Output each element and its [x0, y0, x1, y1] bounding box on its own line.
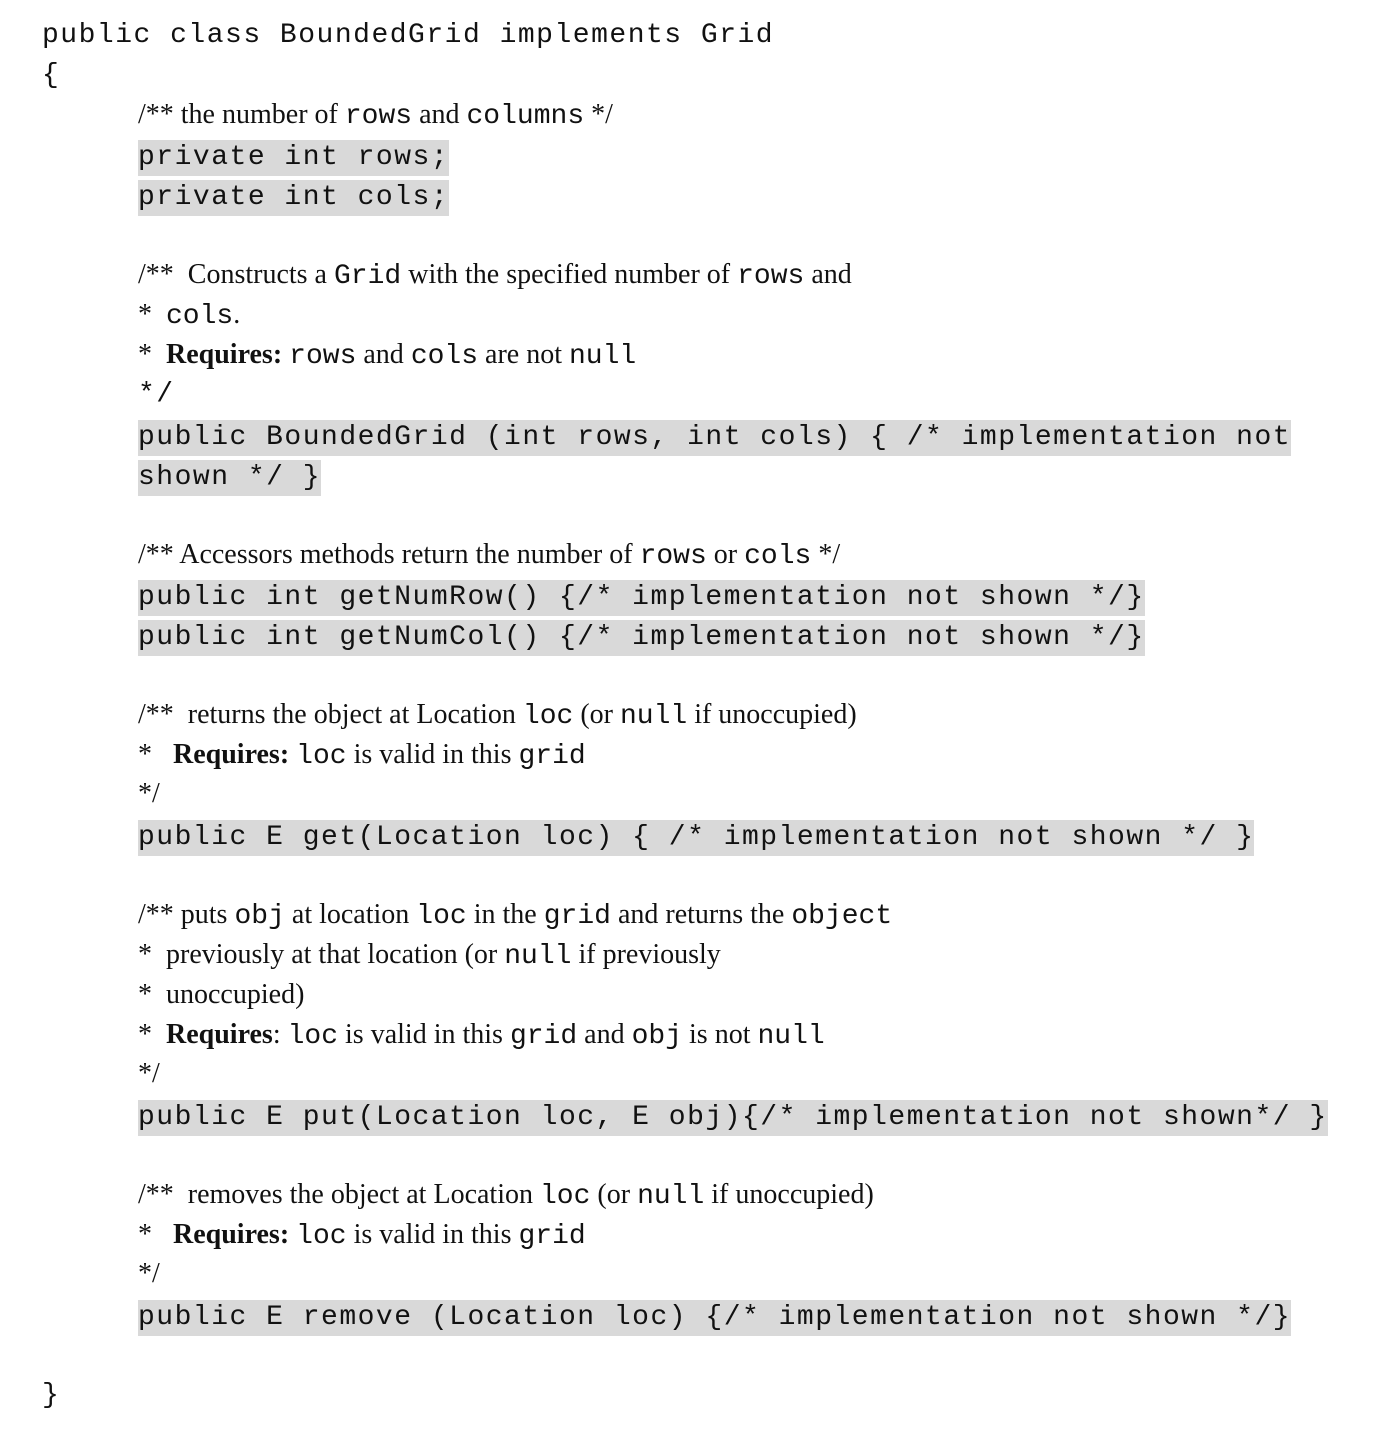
get-signature: public E get(Location loc) { /* implementation not shown */ }: [138, 820, 1254, 856]
doc-text: is not: [682, 1019, 758, 1050]
doc-text: /** puts: [138, 899, 235, 930]
get-num-col-line: [138, 616, 1145, 656]
put-doc-line-1: [138, 895, 892, 935]
code-null: null: [569, 341, 637, 372]
cols-field-declaration: private int cols;: [138, 180, 449, 216]
doc-text: /** removes the object at Location: [138, 1179, 540, 1210]
rows-field-declaration: private int rows;: [138, 140, 449, 176]
constructor-signature-line-1: [138, 416, 1291, 456]
doc-text: and: [356, 339, 411, 370]
constructor-doc-close: */: [138, 379, 175, 410]
doc-text: is valid in this: [346, 739, 519, 770]
constructor-doc-line-1: [138, 255, 852, 295]
doc-text: with the specified number of: [401, 259, 738, 290]
code-obj: obj: [631, 1021, 683, 1052]
code-obj: obj: [234, 901, 285, 932]
put-signature: public E put(Location loc, E obj){/* implementation not shown*/ }: [138, 1100, 1328, 1136]
code-null: null: [619, 701, 688, 732]
cols-field-line: [138, 176, 449, 216]
doc-text: if unoccupied): [704, 1179, 874, 1210]
remove-signature: public E remove (Location loc) {/* implementation not shown */}: [138, 1300, 1291, 1336]
doc-text: /** Accessors methods return the number of: [138, 539, 640, 570]
comment-star: *: [138, 1219, 173, 1250]
doc-text: */: [584, 99, 613, 130]
get-doc-close: */: [138, 778, 160, 809]
rows-field-line: [138, 136, 449, 176]
constructor-doc-line-2: [138, 295, 240, 335]
code-cols: cols: [410, 341, 479, 372]
get-num-row-signature: public int getNumRow() {/* implementation not shown */}: [138, 580, 1145, 616]
doc-text: /** returns the object at Location: [138, 699, 523, 730]
get-num-row-line: [138, 576, 1145, 616]
get-num-col-signature: public int getNumCol() {/* implementation not shown */}: [138, 620, 1145, 656]
code-null: null: [504, 941, 572, 972]
code-loc: loc: [416, 901, 467, 932]
comment-star: *: [138, 939, 166, 970]
code-columns: columns: [466, 101, 585, 132]
put-doc-line-3: [138, 975, 304, 1015]
requires-label: Requires: [166, 1019, 273, 1050]
comment-star: *: [138, 339, 166, 370]
comment-star: *: [138, 979, 166, 1010]
doc-text: and: [577, 1019, 632, 1050]
doc-text: if unoccupied): [687, 699, 857, 730]
doc-text: at location: [284, 899, 417, 930]
comment-star: *: [138, 299, 166, 330]
constructor-signature-line-2: [138, 456, 321, 496]
doc-text: are not: [478, 339, 569, 370]
doc-text: and: [804, 259, 852, 290]
remove-doc-line-1: [138, 1175, 874, 1215]
open-brace: {: [42, 60, 61, 91]
code-rows: rows: [737, 261, 805, 292]
doc-text: unoccupied): [166, 979, 305, 1010]
remove-doc-close: */: [138, 1258, 160, 1289]
doc-text: if previously: [571, 939, 721, 970]
code-loc: loc: [522, 701, 574, 732]
code-null: null: [637, 1181, 705, 1212]
code-cols: cols: [166, 301, 234, 332]
doc-text: and: [412, 99, 467, 130]
code-loc: loc: [296, 1221, 347, 1252]
comment-star: *: [138, 1019, 166, 1050]
fields-doc-comment: [138, 95, 613, 135]
code-loc: loc: [296, 741, 347, 772]
requires-label: Requires:: [173, 739, 290, 770]
get-signature-line: [138, 816, 1254, 856]
code-rows: rows: [344, 101, 413, 132]
close-brace: }: [42, 1380, 61, 1411]
constructor-doc-line-3: [138, 335, 636, 375]
code-cols: cols: [744, 541, 812, 572]
requires-label: Requires:: [166, 339, 283, 370]
doc-text: is valid in this: [346, 1219, 519, 1250]
code-grid: grid: [518, 1221, 586, 1252]
put-doc-line-4: [138, 1015, 825, 1055]
doc-text: :: [272, 1019, 288, 1050]
code-grid: grid: [518, 741, 586, 772]
code-null: null: [757, 1021, 825, 1052]
requires-label: Requires:: [173, 1219, 290, 1250]
code-grid: Grid: [334, 261, 402, 292]
put-signature-line: [138, 1096, 1328, 1136]
remove-doc-line-2: [138, 1215, 586, 1255]
accessors-doc-comment: [138, 535, 840, 575]
get-doc-line-1: [138, 695, 857, 735]
code-loc: loc: [539, 1181, 591, 1212]
code-rows: rows: [289, 341, 357, 372]
class-header: public class BoundedGrid implements Grid: [42, 20, 775, 51]
doc-text: or: [706, 539, 745, 570]
constructor-signature-cont: shown */ }: [138, 460, 321, 496]
doc-text: and returns the: [610, 899, 792, 930]
doc-text: in the: [466, 899, 544, 930]
constructor-signature: public BoundedGrid (int rows, int cols) { /* implementation not: [138, 420, 1291, 456]
doc-text: /** Constructs a: [138, 259, 334, 290]
code-object: object: [791, 901, 893, 932]
doc-text: is valid in this: [338, 1019, 510, 1050]
put-doc-line-2: [138, 935, 721, 975]
doc-text: previously at that location (or: [166, 939, 505, 970]
put-doc-close: */: [138, 1058, 160, 1089]
code-grid: grid: [509, 1021, 578, 1052]
comment-star: *: [138, 739, 173, 770]
code-grid: grid: [543, 901, 611, 932]
doc-text: (or: [590, 1179, 638, 1210]
code-loc: loc: [287, 1021, 339, 1052]
doc-text: /** the number of: [138, 99, 345, 130]
doc-text: */: [811, 539, 841, 570]
get-doc-line-2: [138, 735, 586, 775]
doc-text: (or: [573, 699, 620, 730]
code-rows: rows: [639, 541, 707, 572]
remove-signature-line: [138, 1296, 1291, 1336]
doc-text: .: [233, 299, 241, 330]
